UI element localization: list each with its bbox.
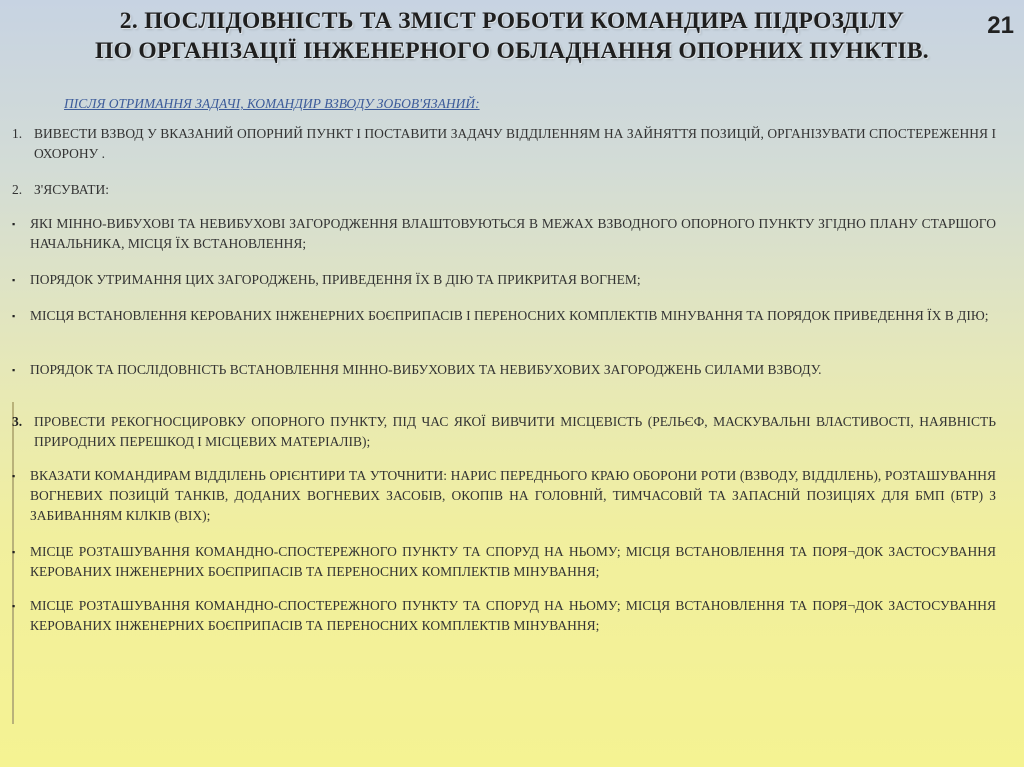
bullet-item-text: МІСЦЕ РОЗТАШУВАННЯ КОМАНДНО-СПОСТЕРЕЖНОГО ПУНКТУ ТА СПОРУД НА НЬОМУ; МІСЦЯ ВСТАНОВЛЕННЯ ТА ПОРЯ¬ДОК ЗАСТОСУВАННЯ КЕРОВАНИХ ІНЖЕНЕРНИХ БОЄПРИПАСІВ ТА ПЕРЕНОСНИХ КОМПЛЕКТІВ МІНУВАННЯ; [30, 544, 996, 579]
bullet-item-text: ЯКІ МІННО-ВИБУХОВІ ТА НЕВИБУХОВІ ЗАГОРОДЖЕННЯ ВЛАШТОВУЮТЬСЯ В МЕЖАХ ВЗВОДНОГО ОПОРНОГО ПУНКТУ ЗГІДНО ПЛАНУ СТАРШОГО НАЧАЛЬНИКА, МІСЦЯ ЇХ ВСТАНОВЛЕННЯ; [30, 216, 996, 251]
bullet-icon: ▪ [12, 365, 16, 375]
bullet-icon: ▪ [12, 275, 16, 285]
bullet-item [12, 270, 996, 290]
bullet-item [12, 306, 996, 326]
bullet-item-text: ПОРЯДОК ТА ПОСЛІДОВНІСТЬ ВСТАНОВЛЕННЯ МІННО-ВИБУХОВИХ ТА НЕВИБУХОВИХ ЗАГОРОДЖЕНЬ СИЛАМИ ВЗВОДУ. [30, 362, 822, 377]
list-item-1 [12, 124, 996, 164]
bullet-icon: ▪ [12, 311, 16, 321]
bullet-item [12, 214, 996, 254]
bullet-item-text: ПОРЯДОК УТРИМАННЯ ЦИХ ЗАГОРОДЖЕНЬ, ПРИВЕДЕННЯ ЇХ В ДІЮ ТА ПРИКРИТАЯ ВОГНЕМ; [30, 272, 641, 287]
slide-subtitle: ПІСЛЯ ОТРИМАННЯ ЗАДАЧІ, КОМАНДИР ВЗВОДУ ЗОБОВ'ЯЗАНИЙ: [64, 96, 480, 111]
bullet-icon: ▪ [12, 471, 16, 481]
bullet-icon: ▪ [12, 219, 16, 229]
list-marker: 2. [12, 182, 23, 197]
bullet-item [12, 596, 996, 636]
bullet-icon: ▪ [12, 547, 16, 557]
list-marker: 3. [12, 414, 23, 429]
page-number: 21 [987, 12, 1014, 39]
bullet-item [12, 360, 996, 380]
bullet-item-text: ВКАЗАТИ КОМАНДИРАМ ВІДДІЛЕНЬ ОРІЄНТИРИ ТА УТОЧНИТИ: НАРИС ПЕРЕДНЬОГО КРАЮ ОБОРОНИ РОТИ (ВЗВОДУ, ВІДДІЛЕНЬ), РОЗТАШУВАННЯ ВОГНЕВИХ ПОЗИЦІЙ ТАНКІВ, ДОДАНИХ ВОГНЕВИХ ЗАСОБІВ, ОКОПІВ НА ГОЛОВНІЙ, ТИМЧАСОВІЙ ТА ЗАПАСНІЙ ПОЗИЦІЯХ ДЛЯ БМП (БТР) З ЗАБИВАННЯМ КІЛКІВ (ВІХ); [30, 468, 996, 523]
bullet-icon: ▪ [12, 601, 16, 611]
bullet-item [12, 466, 996, 526]
list-item-2 [12, 180, 996, 200]
bullet-item [12, 542, 996, 582]
list-marker: 1. [12, 126, 23, 141]
list-item-text: ВИВЕСТИ ВЗВОД У ВКАЗАНИЙ ОПОРНИЙ ПУНКТ І ПОСТАВИТИ ЗАДАЧУ ВІДДІЛЕННЯМ НА ЗАЙНЯТТЯ ПОЗИЦІЙ, ОРГАНІЗУВАТИ СПОСТЕРЕЖЕННЯ І ОХОРОНУ . [34, 126, 996, 161]
bullet-item-text: МІСЦЕ РОЗТАШУВАННЯ КОМАНДНО-СПОСТЕРЕЖНОГО ПУНКТУ ТА СПОРУД НА НЬОМУ; МІСЦЯ ВСТАНОВЛЕННЯ ТА ПОРЯ¬ДОК ЗАСТОСУВАННЯ КЕРОВАНИХ ІНЖЕНЕРНИХ БОЄПРИПАСІВ ТА ПЕРЕНОСНИХ КОМПЛЕКТІВ МІНУВАННЯ; [30, 598, 996, 633]
title-line-1: 2. ПОСЛІДОВНІСТЬ ТА ЗМІСТ РОБОТИ КОМАНДИРА ПІДРОЗДІЛУ [119, 8, 905, 34]
slide-title [0, 6, 1024, 66]
title-line-2: ПО ОРГАНІЗАЦІЇ ІНЖЕНЕРНОГО ОБЛАДНАННЯ ОПОРНИХ ПУНКТІВ. [95, 38, 929, 64]
bullet-item-text: МІСЦЯ ВСТАНОВЛЕННЯ КЕРОВАНИХ ІНЖЕНЕРНИХ БОЄПРИПАСІВ І ПЕРЕНОСНИХ КОМПЛЕКТІВ МІНУВАННЯ ТА ПОРЯДОК ПРИВЕДЕННЯ ЇХ В ДІЮ; [30, 308, 989, 323]
list-item-text: ПРОВЕСТИ РЕКОГНОСЦИРОВКУ ОПОРНОГО ПУНКТУ, ПІД ЧАС ЯКОЇ ВИВЧИТИ МІСЦЕВІСТЬ (РЕЛЬЄФ, МАСКУВАЛЬНІ ВЛАСТИВОСТІ, НАЯВНІСТЬ ПРИРОДНИХ ПЕРЕШКОД І МІСЦЕВИХ МАТЕРІАЛІВ); [34, 414, 996, 449]
list-item-text: З'ЯСУВАТИ: [34, 182, 110, 197]
list-item-3 [12, 412, 996, 452]
